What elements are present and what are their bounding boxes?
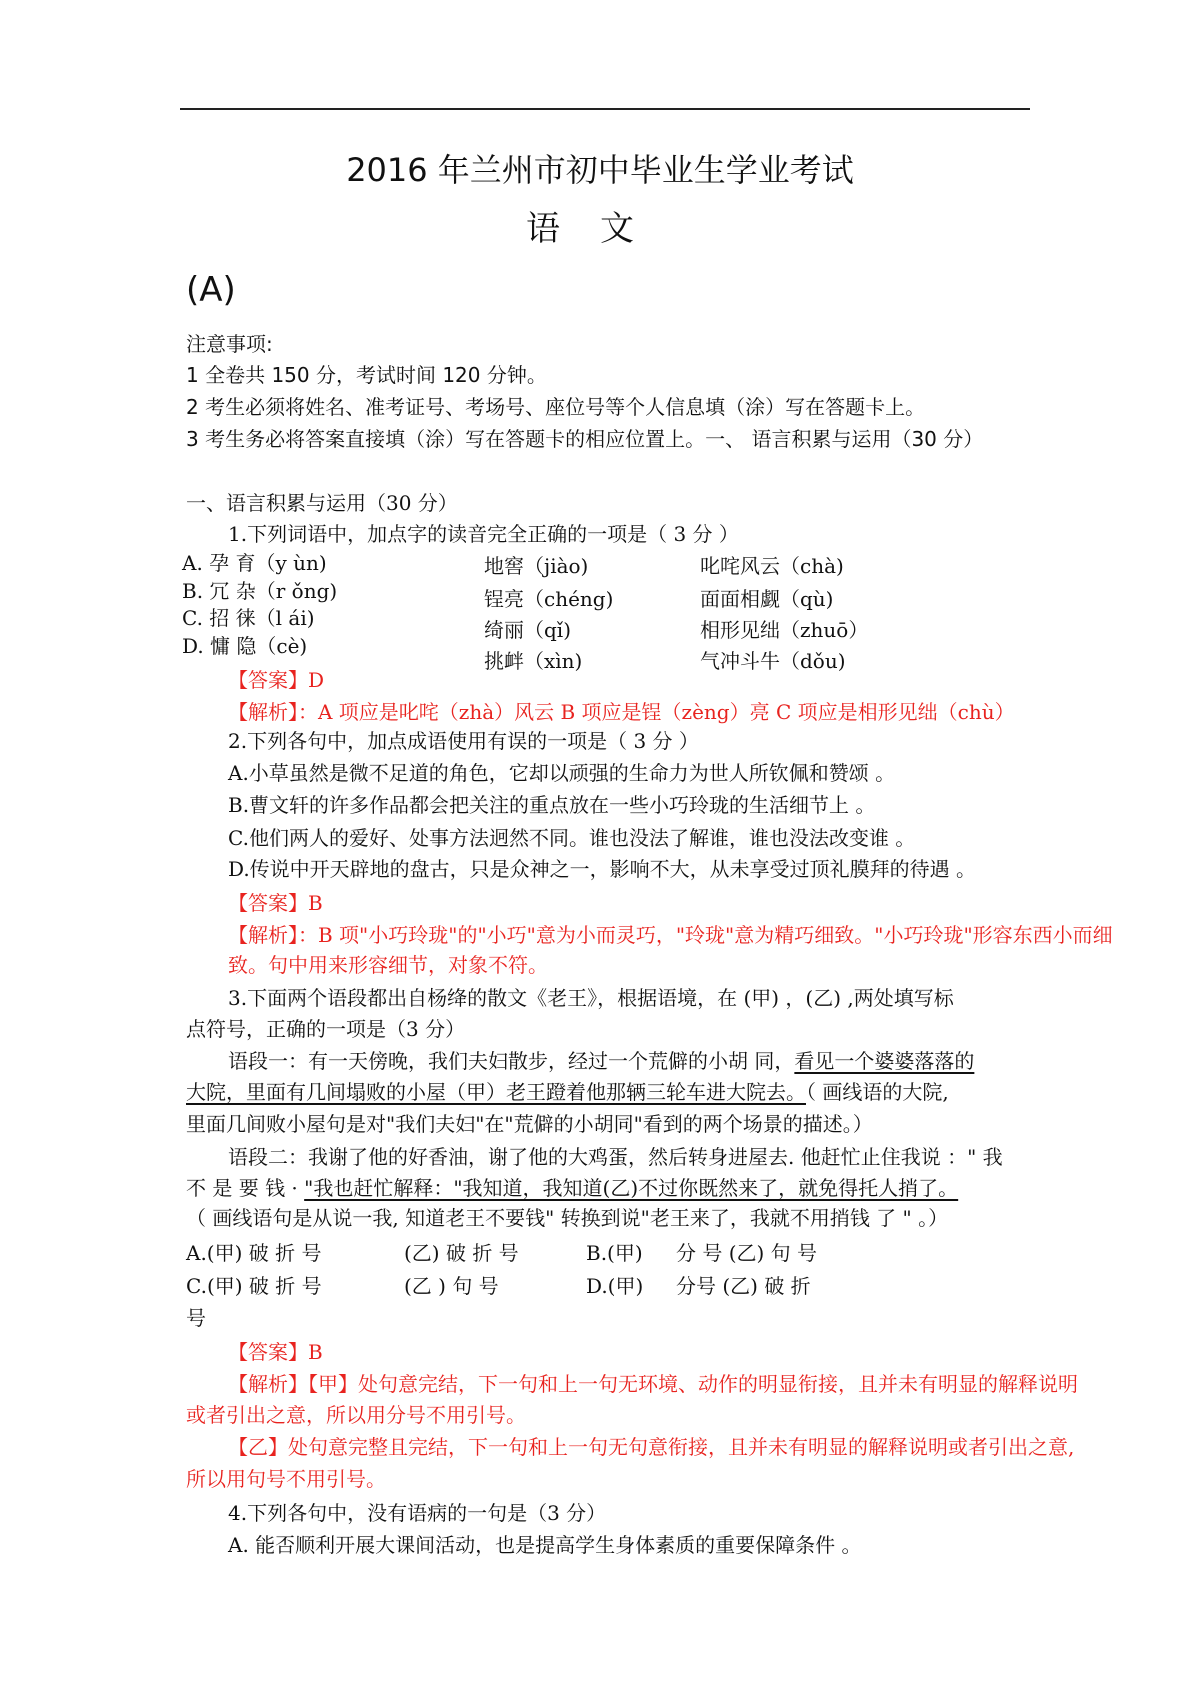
option-d: D.(甲): [586, 1274, 644, 1298]
option-d-word2: 挑衅（xìn): [484, 649, 583, 673]
question-stem: 1.下列词语中，加点字的读音完全正确的一项是（ 3 分 ）: [228, 522, 739, 546]
option-c-part2: (乙 ) 句 号: [404, 1274, 499, 1298]
underlined-text: 大院，里面有几间塌败的小屋（甲）老王蹬着他那辆三轮车进大院去。: [186, 1080, 806, 1104]
passage-line: [186, 1175, 958, 1201]
option-a: A. 孕 育（y ùn): [182, 551, 327, 575]
option-c-word3: 相形见绌（zhuō）: [700, 618, 869, 642]
analysis: 【乙】处句意完整且完结，下一句和上一句无句意衔接，且并未有明显的解释说明或者引出之意,: [228, 1435, 1075, 1459]
option-a-word2: 地窖（jiào): [484, 554, 589, 578]
question-stem-continued: 点符号，正确的一项是（3 分）: [186, 1017, 466, 1041]
question-stem: 2.下列各句中，加点成语使用有误的一项是（ 3 分 ）: [228, 729, 699, 753]
option-b-part2: 分 号 (乙) 句 号: [676, 1241, 818, 1265]
passage-line: [228, 1048, 974, 1074]
answer: 【答案】D: [228, 668, 325, 692]
analysis: 【解析】：B 项"小巧玲珑"的"小巧"意为小而灵巧，"玲珑"意为精巧细致。"小巧玲珑"形容东西小而细: [228, 923, 1113, 947]
option-b-word3: 面面相觑（qù): [700, 587, 834, 611]
option-a: A.小草虽然是微不足道的角色，它却以顽强的生命力为世人所钦佩和赞颂 。: [228, 761, 896, 785]
option-d: D.传说中开天辟地的盘古，只是众神之一，影响不大，从未享受过顶礼膜拜的待遇 。: [228, 857, 977, 881]
passage-note: 里面几间败小屋句是对"我们夫妇"在"荒僻的小胡同"看到的两个场景的描述。）: [186, 1112, 873, 1136]
option-a-part2: (乙) 破 折 号: [404, 1241, 519, 1265]
passage-note: （ 画线语的大院,: [806, 1080, 949, 1104]
answer: 【答案】B: [228, 891, 323, 915]
option-d-part2: 分号 (乙) 破 折: [676, 1274, 811, 1298]
paper-variant: (A): [186, 270, 236, 310]
option-d: D. 慵 隐（cè): [182, 634, 308, 658]
passage-text: 语段一：有一天傍晚，我们夫妇散步，经过一个荒僻的小胡 同，: [228, 1049, 795, 1073]
notice-item: 2 考生必须将姓名、准考证号、考场号、座位号等个人信息填（涂）写在答题卡上。: [186, 395, 926, 419]
notice-heading: 注意事项:: [186, 332, 273, 356]
underlined-text: 看见一个婆婆落落的: [794, 1049, 975, 1073]
underlined-text: "我也赶忙解释："我知道，我知道(乙)不过你既然来了，就免得托人捎了。: [304, 1176, 959, 1200]
question-stem: 4.下列各句中，没有语病的一句是（3 分）: [228, 1501, 607, 1525]
option-c: C. 招 徕（l ái): [182, 606, 315, 630]
option-a: A.(甲) 破 折 号: [186, 1241, 322, 1265]
passage-text: 不 是 要 钱 ·: [186, 1176, 305, 1200]
passage-line: 语段二：我谢了他的好香油，谢了他的大鸡蛋，然后转身进屋去. 他赶忙止住我说 ：" 我: [228, 1145, 1003, 1169]
exam-title: 2016 年兰州市初中毕业生学业考试: [346, 151, 854, 189]
option-a: A. 能否顺利开展大课间活动，也是提高学生身体素质的重要保障条件 。: [228, 1533, 862, 1557]
header-rule: [180, 108, 1030, 110]
passage-note: （ 画线语句是从说一我, 知道老王不要钱" 转换到说"老王来了，我就不用捎钱 了 " 。）: [186, 1206, 949, 1230]
analysis: 【解析】【甲】处句意完结，下一句和上一句无环境、动作的明显衔接，且并未有明显的解释说明: [228, 1372, 1078, 1396]
analysis-continued: 或者引出之意，所以用分号不用引号。: [186, 1403, 526, 1427]
analysis-continued: 所以用句号不用引号。: [186, 1467, 386, 1491]
option-b: B.(甲): [586, 1241, 643, 1265]
option-b: B. 冗 杂（r ǒng): [182, 579, 338, 603]
section-heading: 一、语言积累与运用（30 分）: [186, 491, 458, 515]
subject-title: 语文: [526, 209, 674, 249]
notice-item: 1 全卷共 150 分，考试时间 120 分钟。: [186, 363, 547, 387]
option-c: C.(甲) 破 折 号: [186, 1274, 322, 1298]
option-b-word2: 锃亮（chéng): [484, 587, 614, 611]
option-d-word3: 气冲斗牛（dǒu): [700, 649, 846, 673]
option-tail: 号: [186, 1306, 206, 1330]
option-b: B.曹文轩的许多作品都会把关注的重点放在一些小巧玲珑的生活细节上 。: [228, 793, 876, 817]
answer: 【答案】B: [228, 1340, 323, 1364]
question-stem: 3.下面两个语段都出自杨绛的散文《老王》，根据语境，在 (甲) ，(乙) ,两处填写标: [228, 986, 954, 1010]
option-a-word3: 叱咤风云（chà): [700, 554, 844, 578]
option-c: C.他们两人的爱好、处事方法迥然不同。谁也没法了解谁，谁也没法改变谁 。: [228, 826, 916, 850]
passage-line: [186, 1079, 949, 1105]
analysis-continued: 致。句中用来形容细节，对象不符。: [228, 953, 548, 977]
notice-item: 3 考生务必将答案直接填（涂）写在答题卡的相应位置上。一、 语言积累与运用（30 分）: [186, 427, 984, 451]
option-c-word2: 绮丽（qǐ): [484, 618, 572, 642]
analysis: 【解析】：A 项应是叱咤（zhà）风云 B 项应是锃（zèng）亮 C 项应是相形见绌（chù）: [228, 700, 1015, 724]
